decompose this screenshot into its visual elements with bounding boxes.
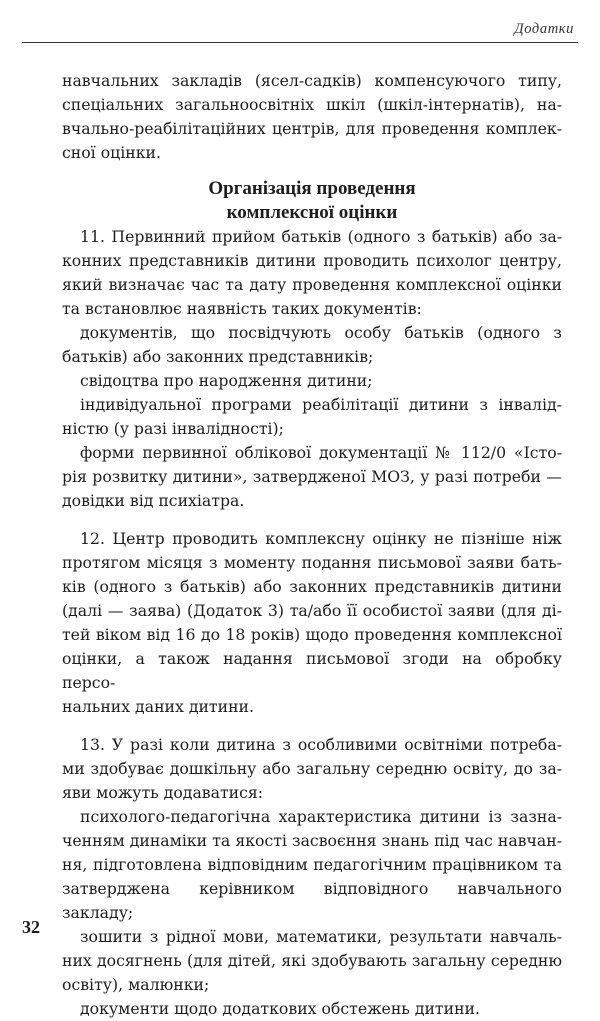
p13-line: 13. У разі коли дитина з особливими освітніми потреба- (80, 735, 562, 754)
intro-line: навчальних закладів (ясел-садків) компенсуючого типу, (62, 71, 562, 90)
page-body (62, 69, 562, 1021)
p13-item-line: ня, підготовлена відповідним педагогічним працівником та (62, 855, 562, 874)
p13-line: ми здобуває дошкільну або загальну середню освіту, до за- (62, 759, 562, 778)
p11-item-line: документів, що посвідчують особу батьків (одного з (80, 323, 562, 342)
p13-item-line: освіту), малюнки; (62, 975, 210, 994)
intro-line: сної оцінки. (62, 143, 161, 162)
intro-line: вчально-реабілітаційних центрів, для проведення комплек- (62, 119, 562, 138)
section-heading-line: Організація проведення (208, 178, 416, 199)
section-heading (62, 177, 562, 225)
p11-line: 11. Первинний прийом батьків (одного з батьків) або за- (80, 227, 562, 246)
p11-item-line: батьків) або законних представників; (62, 347, 374, 366)
p11-item-line: індивідуальної програми реабілітації дитини з інвалід- (80, 395, 562, 414)
p11-line: та встановлює наявність таких документів: (62, 299, 422, 318)
p12-line: 12. Центр проводить комплексну оцінку не пізніше ніж (80, 529, 562, 548)
p12-line: (далі — заява) (Додаток 3) та/або її особистої заяви (для ді- (62, 601, 562, 620)
page-number: 32 (22, 917, 40, 937)
running-header-title: Додатки (514, 21, 574, 37)
p11-item-line: довідки від психіатра. (62, 491, 245, 510)
p12-line: оцінки, а також надання письмової згоди на обробку персо- (62, 649, 562, 692)
p11-item-line: ністю (у разі інвалідності); (62, 419, 284, 438)
p13-item-line: зошити з рідної мови, математики, результати навчаль- (80, 927, 562, 946)
p13-item-line: затверджена керівником відповідного навчального закладу; (62, 879, 562, 922)
p11-line: конних представників дитини проводить психолог центру, (62, 251, 562, 270)
p13-item-line: них досягнень (для дітей, які здобувають загальну середню (62, 951, 562, 970)
paragraph-gap (62, 719, 562, 733)
p11-item-line: форми первинної облікової документації № 112/0 «Істо- (80, 443, 562, 462)
running-header (22, 12, 578, 43)
p11-item-line: свідоцтва про народження дитини; (80, 371, 373, 390)
p11-line: який визначає час та дату проведення комплексної оцінки (62, 275, 562, 294)
p13-line: яви можуть додаватися: (62, 783, 264, 802)
p13-item-line: документи щодо додаткових обстежень дитини. (80, 999, 480, 1018)
p12-line: ків (одного з батьків) або законних представників дитини (62, 577, 562, 596)
paragraph-gap (62, 513, 562, 527)
intro-line: спеціальних загальноосвітніх шкіл (шкіл-інтернатів), на- (62, 95, 562, 114)
p12-line: протягом місяця з моменту подання письмової заяви бать- (62, 553, 562, 572)
section-heading-line: комплексної оцінки (226, 202, 398, 223)
p11-item-line: рія розвитку дитини», затвердженої МОЗ, у разі потреби — (62, 467, 562, 486)
p13-item-line: психолого-педагогічна характеристика дитини із зазна- (80, 807, 562, 826)
p12-line: нальних даних дитини. (62, 697, 254, 716)
p12-line: тей віком від 16 до 18 років) щодо проведення комплексної (62, 625, 562, 644)
p13-item-line: ченням динаміки та якості засвоєння знань під час навчан- (62, 831, 562, 850)
